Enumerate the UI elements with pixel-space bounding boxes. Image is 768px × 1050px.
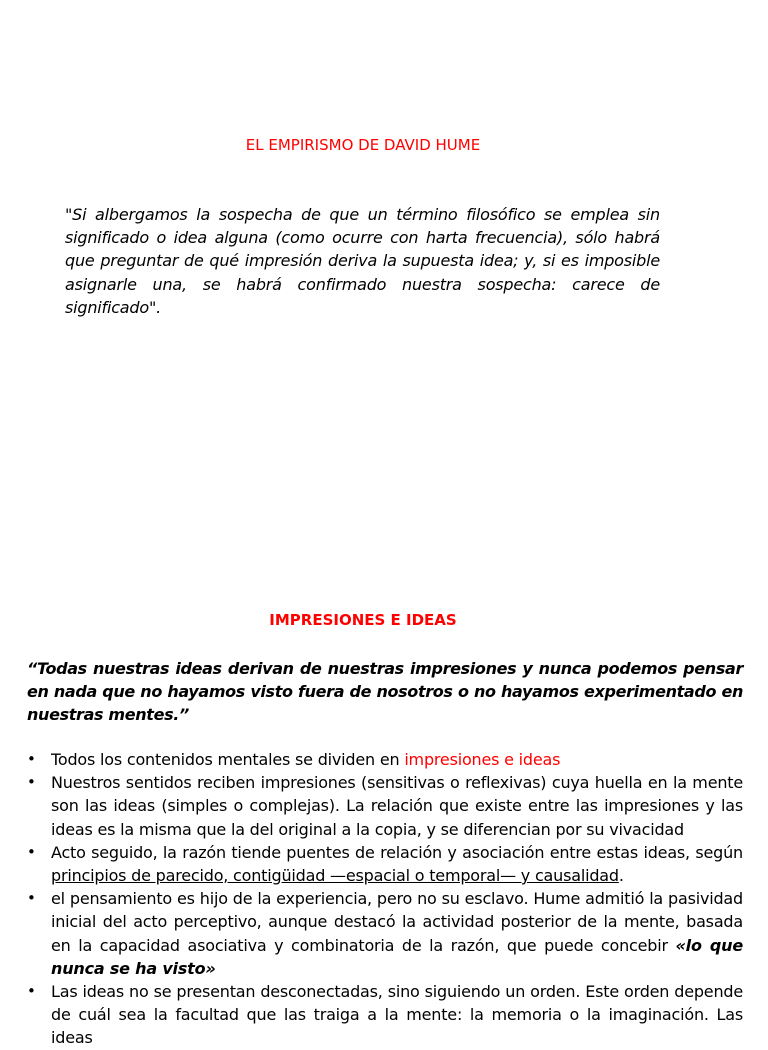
section-quote: “Todas nuestras ideas derivan de nuestras impresiones y nunca podemos pensar en nada que no hayamos visto fuera de nosotros o no hayamos experimentado en nuestras mentes.”: [27, 659, 743, 725]
emphasized-phrase: «lo que nunca se ha visto»: [51, 935, 743, 978]
list-item-text: Las ideas no se presentan desconectadas, sino siguiendo un orden. Este orden depende de cuál sea la facultad que las traiga a la mente: la memoria o la imaginación. Las ideas: [51, 982, 743, 1048]
list-item-text: Acto seguido, la razón tiende puentes de relación y asociación entre estas ideas, según: [51, 842, 743, 862]
bullet-list: [0, 748, 768, 1050]
bullet-icon: •: [27, 842, 36, 861]
list-item: [0, 771, 743, 841]
list-item-end: .: [618, 866, 624, 886]
bullet-icon: •: [27, 750, 36, 768]
list-item-text: el pensamiento es hijo de la experiencia, pero no su esclavo. Hume admitió la pasividad inicial del acto perceptivo, aunque destacó la actividad posterior de la mente, basada en la capacidad asociativa y combinatoria de la razón, que puede concebir: [51, 889, 743, 955]
list-item: [0, 887, 743, 980]
list-item: [0, 841, 743, 887]
bullet-icon: •: [27, 889, 36, 908]
bullet-icon: •: [27, 773, 36, 792]
list-item: [0, 748, 743, 771]
underlined-principles: principios de parecido, contigüidad —espacial o temporal— y causalidad: [51, 866, 619, 886]
opening-quote: "Si albergamos la sospecha de que un término filosófico se emplea sin significado o idea alguna (como ocurre con harta frecuencia), sólo habrá que preguntar de qué impresión deriva la supuesta idea; y, si es imposible asignarle una, se habrá confirmado nuestra sospecha: carece de significado".: [65, 205, 660, 317]
list-item: [0, 980, 743, 1050]
section-title: IMPRESIONES E IDEAS: [269, 611, 457, 629]
highlighted-term: impresiones e ideas: [404, 750, 561, 769]
page-title: EL EMPIRISMO DE DAVID HUME: [245, 136, 481, 154]
list-item-text: Nuestros sentidos reciben impresiones (sensitivas o reflexivas) cuya huella en la mente son las ideas (simples o complejas). La relación que existe entre las impresiones y las ideas es la misma que la del original a la copia, y se diferencian por su vivacidad: [51, 773, 743, 839]
bullet-icon: •: [27, 982, 36, 1001]
list-item-text: Todos los contenidos mentales se dividen en: [51, 750, 405, 769]
